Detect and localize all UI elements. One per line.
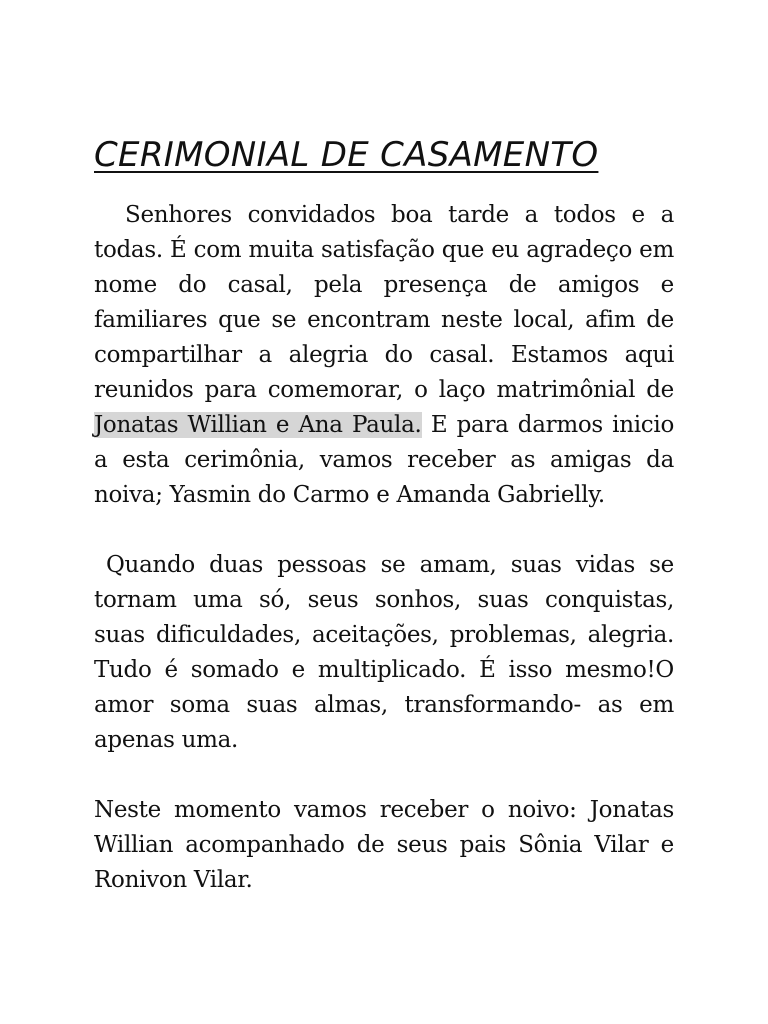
paragraph-intro-end: E para darmos inicio a esta cerimônia, vamos receber as amigas da noiva; Yasmin do Carmo e Amanda Gabrielly. xyxy=(94,412,674,508)
document-title: CERIMONIAL DE CASAMENTO xyxy=(94,135,599,175)
highlighted-couple-names: Jonatas Willian e Ana Paula. xyxy=(94,412,422,438)
paragraph-intro xyxy=(94,198,674,513)
paragraph-groom-entrance: Neste momento vamos receber o noivo: Jonatas Willian acompanhado de seus pais Sônia Vilar e Ronivon Vilar. xyxy=(94,797,674,893)
paragraph-love: Quando duas pessoas se amam, suas vidas se tornam uma só, seus sonhos, suas conquistas, suas dificuldades, aceitações, problemas, alegria. Tudo é somado e multiplicado. É isso mesmo!O amor soma suas almas, transformando- as em apenas uma. xyxy=(94,552,674,753)
document-page xyxy=(94,128,674,898)
paragraph-intro-start: Senhores convidados boa tarde a todos e a todas. É com muita satisfação que eu agradeço em nome do casal, pela presença de amigos e familiares que se encontram neste local, afim de compartilhar a alegria do casal. Estamos aqui reunidos para comemorar, o laço matrimônial de xyxy=(94,202,674,403)
